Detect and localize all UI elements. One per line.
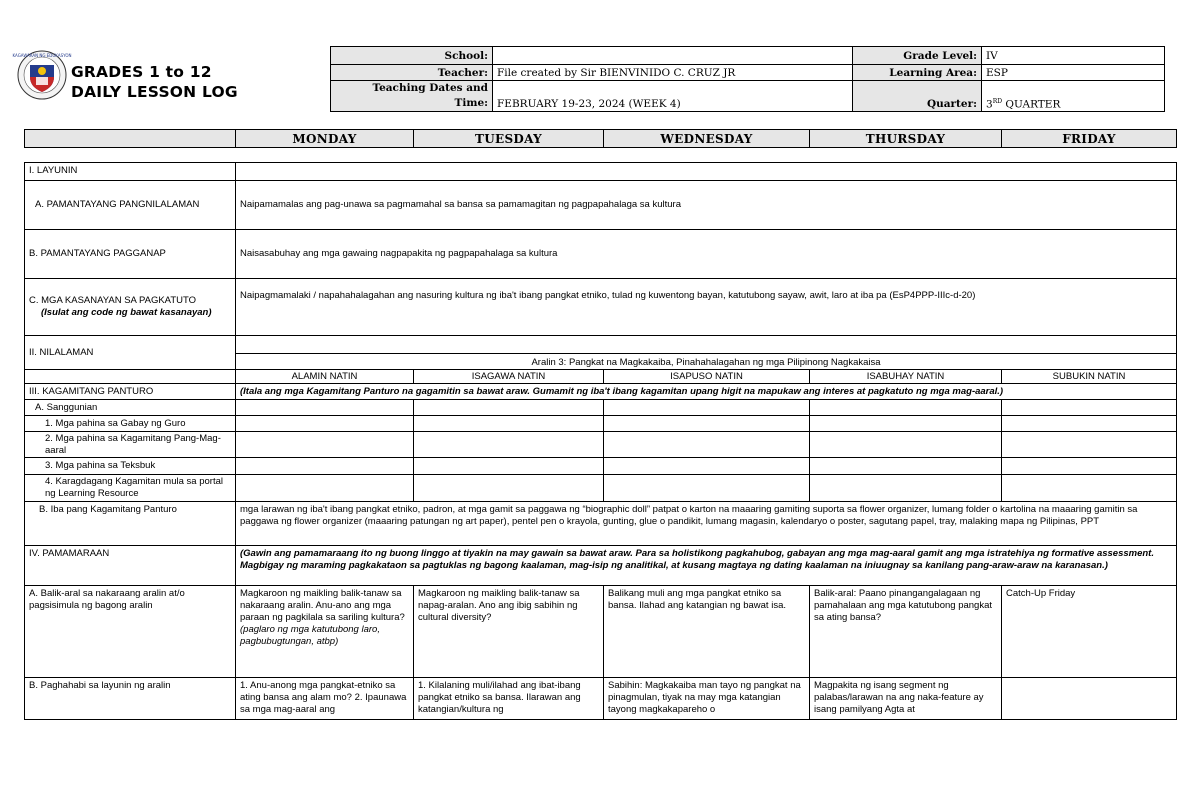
gabay-thu[interactable] bbox=[810, 416, 1002, 432]
balik-aral-mon-note: (paglaro ng mga katutubong laro, pagbubugtungan, atbp) bbox=[240, 624, 380, 647]
teaching-dates-label-line2: Time: bbox=[454, 97, 488, 109]
grade-level-label: Grade Level: bbox=[853, 47, 982, 65]
paghahabi-thu[interactable]: Magpakita ng isang segment ng palabas/larawan na ang naka-feature ay isang pamilyang Agta at bbox=[810, 678, 1002, 720]
mag-aaral-tue[interactable] bbox=[414, 432, 604, 458]
nilalaman-empty-cell bbox=[236, 336, 1177, 354]
grade-level-value[interactable]: IV bbox=[982, 47, 1165, 65]
lr-tue[interactable] bbox=[414, 475, 604, 502]
pamantayang-pagganap-text[interactable]: Naisasabuhay ang mga gawaing nagpapakita ng pagpapahalaga sa kultura bbox=[236, 230, 1177, 279]
paghahabi-label: B. Paghahabi sa layunin ng aralin bbox=[25, 678, 236, 720]
mag-aaral-fri[interactable] bbox=[1002, 432, 1177, 458]
kasanayan-label: C. MGA KASANAYAN SA PAGKATUTO bbox=[29, 295, 196, 306]
lesson-log-table bbox=[24, 162, 1177, 720]
day-tuesday: TUESDAY bbox=[414, 130, 604, 148]
balik-aral-wed[interactable]: Balikang muli ang mga pangkat etniko sa bansa. Ilahad ang katangian ng bawat isa. bbox=[604, 586, 810, 678]
balik-aral-mon[interactable] bbox=[236, 586, 414, 678]
learning-area-label: Learning Area: bbox=[853, 65, 982, 81]
balik-aral-thu[interactable]: Balik-aral: Paano pinangangalagaan ng pamahalaan ang mga katutubong pangkat sa ating bansa? bbox=[810, 586, 1002, 678]
kagamitan-heading: III. KAGAMITANG PANTURO bbox=[25, 384, 236, 400]
gabay-mon[interactable] bbox=[236, 416, 414, 432]
pamantayang-pangnilalaman-text[interactable]: Naipamamalas ang pag-unawa sa pagmamahal sa bansa sa pamamagitan ng pagpapahalaga sa kultura bbox=[236, 181, 1177, 230]
phase-isabuhay: ISABUHAY NATIN bbox=[810, 370, 1002, 384]
kasanayan-text[interactable]: Naipagmamalaki / napahahalagahan ang nasuring kultura ng iba't ibang pangkat etniko, tulad ng kuwentong bayan, katutubong sayaw, awit, laro at iba pa (EsP4PPP-IIIc-d-20) bbox=[236, 279, 1177, 336]
quarter-value[interactable] bbox=[982, 81, 1165, 112]
paghahabi-wed[interactable]: Sabihin: Magkakaiba man tayo ng pangkat na pinagmulan, tiyak na may mga katangian tayong magkakapareho o bbox=[604, 678, 810, 720]
lr-mon[interactable] bbox=[236, 475, 414, 502]
sanggunian-mon[interactable] bbox=[236, 400, 414, 416]
phase-subukin: SUBUKIN NATIN bbox=[1002, 370, 1177, 384]
learning-resource-label: 4. Karagdagang Kagamitan mula sa portal ng Learning Resource bbox=[25, 475, 236, 502]
pamantayang-pagganap-label: B. PAMANTAYANG PAGGANAP bbox=[25, 230, 236, 279]
layunin-heading: I. LAYUNIN bbox=[25, 163, 236, 181]
svg-text:KAGAWARAN NG EDUKASYON: KAGAWARAN NG EDUKASYON bbox=[12, 53, 72, 58]
lr-wed[interactable] bbox=[604, 475, 810, 502]
phase-isapuso: ISAPUSO NATIN bbox=[604, 370, 810, 384]
teksbuk-mon[interactable] bbox=[236, 458, 414, 475]
quarter-word: QUARTER bbox=[1002, 98, 1061, 110]
pamamaraan-heading: IV. PAMAMARAAN bbox=[25, 546, 236, 586]
teksbuk-tue[interactable] bbox=[414, 458, 604, 475]
gabay-ng-guro-label: 1. Mga pahina sa Gabay ng Guro bbox=[25, 416, 236, 432]
kagamitang-mag-aaral-label: 2. Mga pahina sa Kagamitang Pang-Mag-aaral bbox=[25, 432, 236, 458]
gabay-wed[interactable] bbox=[604, 416, 810, 432]
layunin-empty-cell bbox=[236, 163, 1177, 181]
paghahabi-mon[interactable]: 1. Anu-anong mga pangkat-etniko sa ating bansa ang alam mo? 2. Ipaunawa sa mga mag-aaral ang bbox=[236, 678, 414, 720]
sanggunian-label: A. Sanggunian bbox=[25, 400, 236, 416]
nilalaman-heading: II. NILALAMAN bbox=[25, 336, 236, 370]
mag-aaral-wed[interactable] bbox=[604, 432, 810, 458]
pamamaraan-note: (Gawin ang pamamaraang ito ng buong linggo at tiyakin na may gawain sa bawat araw. Para sa holistikong pagkahubog, gabayan ang mga mag-aaral gamit ang mga istratehiya ng formative assessment. Magbigay ng maraming pagkakataon sa pagtuklas ng bagong kaalaman, mag-isip ng analitikal, at kusang magtaya ng dating kaalaman na iniuugnay sa kanilang pang-araw-araw na karanasan.) bbox=[236, 546, 1177, 586]
paghahabi-fri[interactable] bbox=[1002, 678, 1177, 720]
sanggunian-wed[interactable] bbox=[604, 400, 810, 416]
day-wednesday: WEDNESDAY bbox=[604, 130, 810, 148]
school-value[interactable] bbox=[493, 47, 853, 65]
teacher-label: Teacher: bbox=[331, 65, 493, 81]
balik-aral-mon-text: Magkaroon ng maikling balik-tanaw sa nakaraang aralin. Anu-ano ang mga paraan ng pagkilala sa sariling kultura? bbox=[240, 588, 405, 623]
quarter-label: Quarter: bbox=[853, 81, 982, 112]
quarter-superscript: RD bbox=[992, 97, 1003, 105]
days-header-table bbox=[24, 129, 1177, 148]
sanggunian-thu[interactable] bbox=[810, 400, 1002, 416]
teksbuk-label: 3. Mga pahina sa Teksbuk bbox=[25, 458, 236, 475]
teaching-dates-value[interactable]: FEBRUARY 19-23, 2024 (WEEK 4) bbox=[493, 81, 853, 112]
gabay-tue[interactable] bbox=[414, 416, 604, 432]
iba-pang-kagamitan-label: B. Iba pang Kagamitang Panturo bbox=[25, 502, 236, 546]
mag-aaral-thu[interactable] bbox=[810, 432, 1002, 458]
teksbuk-wed[interactable] bbox=[604, 458, 810, 475]
school-label: School: bbox=[331, 47, 493, 65]
teksbuk-fri[interactable] bbox=[1002, 458, 1177, 475]
balik-aral-tue[interactable]: Magkaroon ng maikling balik-tanaw sa napag-aralan. Ano ang ibig sabihin ng cultural diversity? bbox=[414, 586, 604, 678]
kagamitan-note: (Itala ang mga Kagamitang Panturo na gagamitin sa bawat araw. Gumamit ng iba't ibang kagamitan upang higit na mapukaw ang interes at pagkatuto ng mga mag-aaral.) bbox=[236, 384, 1177, 400]
teaching-dates-label-line1: Teaching Dates and bbox=[372, 82, 488, 94]
iba-pang-kagamitan-text[interactable]: mga larawan ng iba't ibang pangkat etniko, padron, at mga gamit sa paggawa ng “biographic doll” patpat o karton na maaaring gamiting suporta sa flower organizer, lumang folder o kartolina na maaaring gamitin sa paggawa ng flower organizer (maaaring patungan ng art paper), pentel pen o krayola, gunting, glue o pandikit, lumang magasin, kalendaryo o poster, sagutang papel, tray, malaking mapa ng Pilipinas, PPT bbox=[236, 502, 1177, 546]
teksbuk-thu[interactable] bbox=[810, 458, 1002, 475]
balik-aral-label: A. Balik-aral sa nakaraang aralin at/o pagsisimula ng bagong aralin bbox=[25, 586, 236, 678]
lr-fri[interactable] bbox=[1002, 475, 1177, 502]
kasanayan-cell bbox=[25, 279, 236, 336]
phase-alamin: ALAMIN NATIN bbox=[236, 370, 414, 384]
paghahabi-tue[interactable]: 1. Kilalaning muli/ilahad ang ibat-ibang pangkat etniko sa bansa. Ilarawan ang katangian/kultura ng bbox=[414, 678, 604, 720]
title-line-2: DAILY LESSON LOG bbox=[71, 83, 238, 101]
teacher-value[interactable]: File created by Sir BIENVINIDO C. CRUZ JR bbox=[493, 65, 853, 81]
deped-seal-icon bbox=[12, 47, 72, 103]
sanggunian-tue[interactable] bbox=[414, 400, 604, 416]
title-line-1: GRADES 1 to 12 bbox=[71, 63, 212, 81]
lr-thu[interactable] bbox=[810, 475, 1002, 502]
aralin-title[interactable]: Aralin 3: Pangkat na Magkakaiba, Pinahahalagahan ng mga Pilipinong Nagkakaisa bbox=[236, 354, 1177, 370]
phase-corner-cell bbox=[25, 370, 236, 384]
balik-aral-fri[interactable]: Catch-Up Friday bbox=[1002, 586, 1177, 678]
days-corner-cell bbox=[25, 130, 236, 148]
pamantayang-pangnilalaman-label: A. PAMANTAYANG PANGNILALAMAN bbox=[25, 181, 236, 230]
phase-isagawa: ISAGAWA NATIN bbox=[414, 370, 604, 384]
day-friday: FRIDAY bbox=[1002, 130, 1177, 148]
teaching-dates-label bbox=[331, 81, 493, 112]
learning-area-value[interactable]: ESP bbox=[982, 65, 1165, 81]
quarter-number: 3 bbox=[986, 98, 993, 110]
sanggunian-fri[interactable] bbox=[1002, 400, 1177, 416]
document-title bbox=[71, 62, 238, 102]
day-thursday: THURSDAY bbox=[810, 130, 1002, 148]
kasanayan-sub: (Isulat ang code ng bawat kasanayan) bbox=[41, 307, 212, 318]
header-info-table bbox=[330, 46, 1165, 112]
gabay-fri[interactable] bbox=[1002, 416, 1177, 432]
mag-aaral-mon[interactable] bbox=[236, 432, 414, 458]
day-monday: MONDAY bbox=[236, 130, 414, 148]
